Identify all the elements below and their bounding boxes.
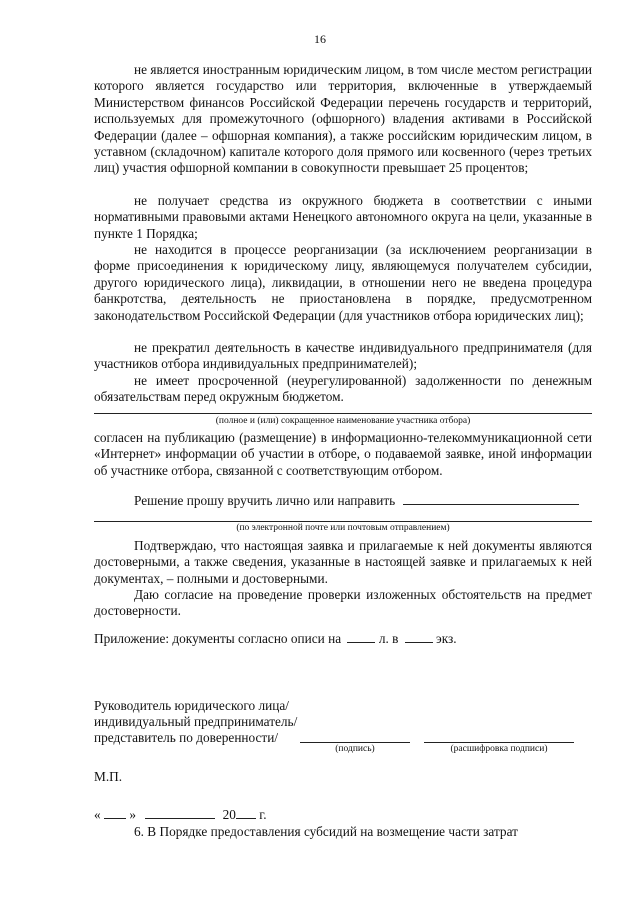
confirmation-text: Подтверждаю, что настоящая заявка и прилагаемые к ней документы являются достоверными, а также сведения, указанные в настоящей заявке и прилагаемых к ней документах, – полными и достоверными. [94,538,592,586]
section-6-heading: 6. В Порядке предоставления субсидий на возмещение части затрат [134,824,518,839]
attachment-sheets-label: л. в [378,631,399,646]
condition-reorganization: не находится в процессе реорганизации (за исключением реорганизации в форме присоединения к юридическому лицу, являющемуся получателем субсидии, другого юридического лица), ликвидации, в отношении него не введена процедура банкротства, деятельность не приостановлена в порядке, предусмотренном законодательством Российской Федерации (для участников отбора юридических лиц); [94,242,592,323]
decision-text: Решение прошу вручить лично или направить [134,493,396,508]
publication-consent: согласен на публикацию (размещение) в информационно-телекоммуникационной сети «Интернет» информации об участии в отборе, о подаваемой заявке, иной информации об участнике отбора, связанной с соответствующим отбором. [94,430,592,478]
participant-name-line [94,413,592,414]
signature-decoding-caption: (расшифровка подписи) [450,744,548,754]
attachment-copies-label: экз. [436,631,457,646]
date-month-blank [145,806,215,819]
date-year-suffix: г. [259,807,267,822]
date-quote-open: « [94,807,101,822]
signer-role-2: индивидуальный предприниматель/ [94,714,298,729]
date-day-blank [104,806,126,819]
page-number: 16 [314,32,326,46]
decision-line [134,492,579,509]
attachment-line [94,630,457,647]
date-year-blank [236,806,256,819]
delivery-method-line [94,521,592,522]
date-year-prefix: 20 [222,807,236,822]
date-quote-close: » [129,807,136,822]
date-line [94,806,267,823]
sheets-blank [347,630,375,643]
signer-role-1: Руководитель юридического лица/ [94,698,289,713]
participant-name-caption: (полное и (или) сокращенное наименование участника отбора) [215,416,471,426]
signature-caption: (подпись) [335,744,375,754]
delivery-method-caption: (по электронной почте или почтовым отправлением) [236,523,450,533]
condition-offshore: не является иностранным юридическим лицом, в том числе местом регистрации которого является государство или территория, включенные в утверждаемый Министерством финансов Российской Федерации перечень государств и территорий, используемых для промежуточного (офшорного) владения активами в Российской Федерации (далее – офшорная компания), а также российским юридическим лицом, в уставном (складочном) капитале которого доля прямого или косвенного (через третьих лиц) участия офшорной компании в совокупности превышает 25 процентов; [94,62,592,176]
condition-debt: не имеет просроченной (неурегулированной) задолженности по денежным обязательствам перед окружным бюджетом. [94,373,592,405]
decision-blank [403,492,579,505]
signature-decoding-line [424,742,574,743]
stamp-label: М.П. [94,769,123,784]
signature-line [300,742,410,743]
copies-blank [405,630,433,643]
condition-budget-funds: не получает средства из окружного бюджета в соответствии с иными нормативными правовыми актами Ненецкого автономного округа на цели, указанные в пункте 1 Порядка; [94,193,592,241]
verification-consent: Даю согласие на проведение проверки изложенных обстоятельств на предмет достоверности. [94,587,592,619]
signer-role-3: представитель по доверенности/ [94,730,279,745]
attachment-label: Приложение: документы согласно описи на [94,631,342,646]
condition-entrepreneur: не прекратил деятельность в качестве индивидуального предпринимателя (для участников отбора индивидуальных предпринимателей); [94,340,592,372]
